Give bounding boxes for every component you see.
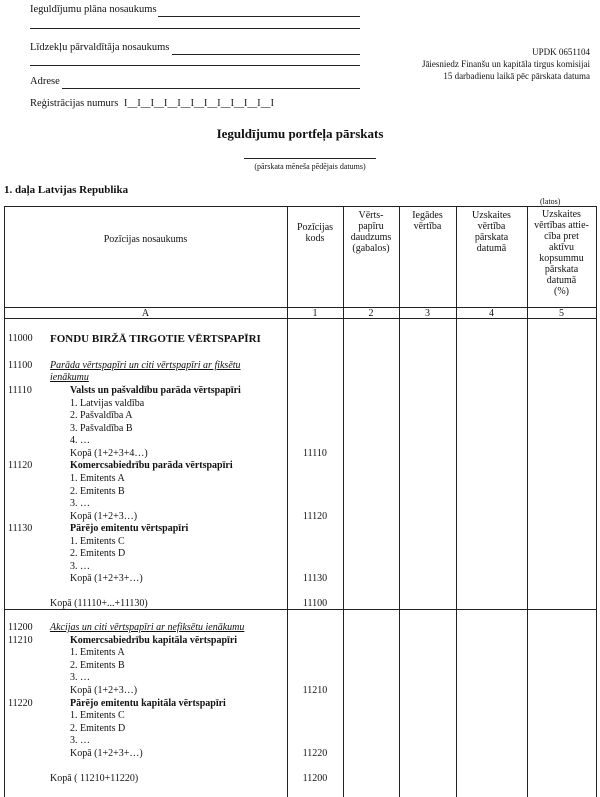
- table-row-label: 1. Latvijas valdība: [70, 398, 145, 409]
- address-label: Adrese: [30, 76, 60, 87]
- table-row-label: Kopā (1+2+3+…): [70, 748, 143, 759]
- unit-note: (latos): [540, 197, 561, 206]
- registration-number-boxes[interactable]: I__I__I__I__I__I__I__I__I__I__I__I: [124, 98, 274, 109]
- col-divider-acq: [399, 206, 400, 797]
- table-row-label: 1. Emitents A: [70, 647, 125, 658]
- row-number: 11220: [8, 698, 33, 709]
- submission-note-1: Jāiesniedz Finanšu un kapitāla tirgus komisijai: [421, 59, 590, 69]
- row-code: 11200: [302, 773, 328, 784]
- col-index-a: A: [141, 308, 150, 319]
- row-number: 11130: [8, 523, 33, 534]
- form-code: UPDK 0651104: [532, 47, 590, 57]
- table-row-label: Pārējo emitentu kapitāla vērtspapīri: [70, 698, 226, 709]
- table-row-label: 1. Emitents A: [70, 473, 125, 484]
- table-row-label: Komercsabiedrību parāda vērtspapīri: [70, 460, 233, 471]
- section-title: 1. daļa Latvijas Republika: [4, 184, 129, 196]
- table-row-label: Valsts un pašvaldību parāda vērtspapīri: [70, 385, 241, 396]
- col-index-4: 4: [489, 308, 494, 319]
- col-index-2: 2: [368, 308, 374, 319]
- row-code: 11210: [302, 685, 328, 696]
- table-row-label: 2. Emitents B: [70, 486, 125, 497]
- report-date-field[interactable]: [244, 158, 376, 159]
- header-acquisition-value: Iegādes vērtība: [412, 210, 443, 232]
- row-code: 11120: [302, 511, 328, 522]
- table-row-label: Kopā (1+2+3…): [70, 685, 138, 696]
- table-row-label: 2. Pašvaldība A: [70, 410, 133, 421]
- row-number: 11120: [8, 460, 33, 471]
- header-quantity: Vērts- papīru daudzums (gabalos): [350, 210, 392, 254]
- table-row-label: Komercsabiedrību kapitāla vērtspapīri: [70, 635, 238, 646]
- row-number: 11110: [8, 385, 32, 396]
- table-border-top: [4, 206, 596, 207]
- table-row-label: Parāda vērtspapīri un citi vērtspapīri ar fiksētu: [50, 360, 241, 371]
- row-number: 11100: [8, 360, 33, 371]
- table-row-label: Kopā (1+2+3+4…): [70, 448, 148, 459]
- table-row-label: ienākumu: [50, 372, 89, 383]
- table-row-label: Kopā ( 11210+11220): [50, 773, 139, 784]
- manager-name-field-line2[interactable]: [30, 65, 360, 66]
- col-divider-book: [456, 206, 457, 797]
- table-row-label: 3. …: [70, 672, 90, 683]
- row-number: 11000: [8, 333, 33, 344]
- table-row-label: 3. …: [70, 735, 90, 746]
- table-row-label: 2. Emitents D: [70, 723, 126, 734]
- plan-name-field[interactable]: [158, 16, 360, 17]
- table-row-label: Kopā (1+2+3…): [70, 511, 138, 522]
- row-code: 11110: [303, 448, 327, 459]
- header-book-value: Uzskaites vērtība pārskata datumā: [472, 210, 511, 254]
- table-row-label: 3. Pašvaldība B: [70, 423, 133, 434]
- address-field[interactable]: [62, 88, 360, 89]
- row-code: 11130: [302, 573, 328, 584]
- row-code: 11100: [302, 598, 328, 609]
- table-row-label: 2. Emitents B: [70, 660, 125, 671]
- table-row-label: Kopā (11110+...+11130): [50, 598, 148, 609]
- header-position-code: Pozīcijas kods: [296, 222, 334, 244]
- col-divider-qty: [343, 206, 344, 797]
- row-code: 11220: [302, 748, 328, 759]
- table-row-label: 2. Emitents D: [70, 548, 126, 559]
- table-row-label: 1. Emitents C: [70, 710, 125, 721]
- row-number: 11210: [8, 635, 33, 646]
- row-number: 11200: [8, 622, 33, 633]
- table-row-label: 3. …: [70, 498, 90, 509]
- col-index-3: 3: [425, 308, 430, 319]
- registration-label: Reģistrācijas numurs: [30, 98, 119, 109]
- col-index-1: 1: [312, 308, 318, 319]
- table-border-left: [4, 206, 5, 797]
- table-border-right: [596, 206, 597, 797]
- report-date-caption: (pārskata mēneša pēdējais datums): [254, 162, 366, 171]
- report-title: Ieguldījumu portfeļa pārskats: [216, 126, 384, 141]
- table-row-label: FONDU BIRŽĀ TIRGOTIE VĒRTSPAPĪRI: [50, 333, 261, 345]
- manager-name-field[interactable]: [172, 54, 360, 55]
- col-divider-code: [287, 206, 288, 797]
- table-row-label: 1. Emitents C: [70, 536, 125, 547]
- plan-name-field-line2[interactable]: [30, 28, 360, 29]
- table-row-label: Akcijas un citi vērtspapīri ar nefiksētu ienākumu: [50, 622, 245, 633]
- plan-name-label: Ieguldījumu plāna nosaukums: [30, 4, 157, 15]
- table-row-label: Pārējo emitentu vērtspapīri: [70, 523, 189, 534]
- header-percentage: Uzskaites vērtības attie- cība pret aktīvu kopsummu pārskata datumā (%): [534, 209, 589, 297]
- table-row-label: Kopā (1+2+3+…): [70, 573, 143, 584]
- manager-name-label: Līdzekļu pārvaldītāja nosaukums: [30, 42, 170, 53]
- col-index-5: 5: [559, 308, 564, 319]
- table-row-label: 4. …: [70, 435, 90, 446]
- submission-note-2: 15 darbadienu laikā pēc pārskata datuma: [443, 71, 590, 81]
- header-position-name: Pozīcijas nosaukums: [103, 234, 188, 245]
- table-row-label: 3. …: [70, 561, 90, 572]
